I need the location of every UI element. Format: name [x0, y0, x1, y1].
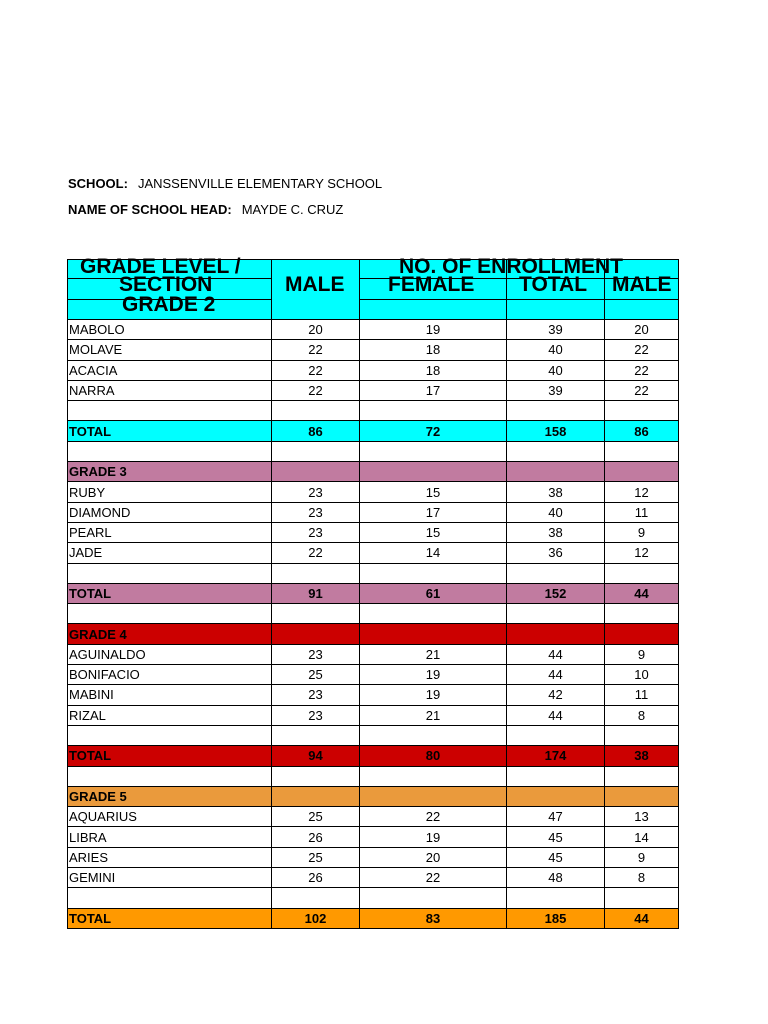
spacer-row-cell: [507, 604, 605, 624]
section-row-cell: 12: [605, 482, 679, 502]
section-row-cell: RUBY: [67, 482, 272, 502]
spacer-row: [67, 564, 679, 584]
section-row-cell: AGUINALDO: [67, 645, 272, 665]
section-row-cell: 21: [360, 706, 507, 726]
section-row-cell: MABINI: [67, 685, 272, 705]
spacer-row-cell: [605, 726, 679, 746]
section-row-cell: 25: [272, 665, 360, 685]
section-row-cell: 40: [507, 340, 605, 360]
spacer-row-cell: [67, 442, 272, 462]
total-row-cell: 174: [507, 746, 605, 766]
spacer-row: [67, 401, 679, 421]
spacer-row-cell: [67, 888, 272, 908]
section-row-cell: 26: [272, 868, 360, 888]
section-row-cell: DIAMOND: [67, 503, 272, 523]
spacer-row-cell: [272, 888, 360, 908]
spacer-row-cell: [67, 726, 272, 746]
school-line: [68, 176, 382, 191]
section-row-cell: 36: [507, 543, 605, 563]
grade-heading-row-cell: [272, 462, 360, 482]
section-row-cell: LIBRA: [67, 827, 272, 847]
spacer-row-cell: [272, 726, 360, 746]
section-row-cell: 19: [360, 320, 507, 340]
spacer-row-cell: [272, 442, 360, 462]
total-row-cell: 86: [605, 421, 679, 441]
section-row-cell: 17: [360, 503, 507, 523]
school-head-name: MAYDE C. CRUZ: [241, 202, 344, 217]
section-row: [67, 685, 679, 705]
section-row-cell: 11: [605, 685, 679, 705]
header-male-2: MALE: [612, 273, 672, 296]
total-row-cell: 185: [507, 909, 605, 929]
section-row-cell: 21: [360, 645, 507, 665]
total-row-cell: 72: [360, 421, 507, 441]
grade-heading-row-cell: [272, 787, 360, 807]
total-row: [67, 421, 679, 441]
section-row-cell: 14: [360, 543, 507, 563]
section-row: [67, 645, 679, 665]
total-row-cell: 80: [360, 746, 507, 766]
spacer-row-cell: [360, 888, 507, 908]
total-row-cell: 102: [272, 909, 360, 929]
spacer-row-cell: [272, 564, 360, 584]
section-row: [67, 523, 679, 543]
section-row-cell: AQUARIUS: [67, 807, 272, 827]
spacer-row-cell: [507, 564, 605, 584]
spacer-row-cell: [272, 604, 360, 624]
grade-heading-row-cell: [360, 624, 507, 644]
section-row-cell: 11: [605, 503, 679, 523]
spacer-row-cell: [67, 401, 272, 421]
total-row: [67, 909, 679, 929]
section-row-cell: 48: [507, 868, 605, 888]
spacer-row-cell: [605, 767, 679, 787]
spacer-row-cell: [67, 564, 272, 584]
spacer-row-cell: [507, 888, 605, 908]
school-name: JANSSENVILLE ELEMENTARY SCHOOL: [137, 176, 383, 191]
section-row-cell: 38: [507, 482, 605, 502]
section-row-cell: ARIES: [67, 848, 272, 868]
grade-heading-row-cell: GRADE 5: [67, 787, 272, 807]
spacer-row-cell: [360, 564, 507, 584]
section-row: [67, 340, 679, 360]
section-row: [67, 543, 679, 563]
section-row-cell: RIZAL: [67, 706, 272, 726]
grade-heading-row-cell: [507, 787, 605, 807]
section-row: [67, 665, 679, 685]
spacer-row-cell: [605, 401, 679, 421]
section-row-cell: 10: [605, 665, 679, 685]
spacer-row-cell: [272, 767, 360, 787]
total-row-cell: 44: [605, 584, 679, 604]
section-row: [67, 848, 679, 868]
section-row-cell: 23: [272, 645, 360, 665]
section-row-cell: 18: [360, 361, 507, 381]
section-row-cell: 18: [360, 340, 507, 360]
spacer-row: [67, 767, 679, 787]
total-row: [67, 746, 679, 766]
section-row-cell: 19: [360, 827, 507, 847]
grade-heading-row-cell: [360, 462, 507, 482]
spacer-row-cell: [507, 767, 605, 787]
section-row-cell: 9: [605, 848, 679, 868]
section-row-cell: PEARL: [67, 523, 272, 543]
spacer-row: [67, 888, 679, 908]
grade-heading-row: [67, 624, 679, 644]
spacer-row-cell: [360, 442, 507, 462]
total-row-cell: 158: [507, 421, 605, 441]
section-row-cell: 15: [360, 523, 507, 543]
section-row-cell: 25: [272, 848, 360, 868]
header-male: MALE: [285, 273, 345, 296]
total-row-cell: 86: [272, 421, 360, 441]
section-row-cell: 44: [507, 706, 605, 726]
spacer-row-cell: [360, 604, 507, 624]
section-row-cell: 22: [272, 340, 360, 360]
spacer-row-cell: [507, 401, 605, 421]
section-row-cell: 25: [272, 807, 360, 827]
section-row-cell: 23: [272, 685, 360, 705]
section-row-cell: 20: [360, 848, 507, 868]
section-row-cell: 40: [507, 361, 605, 381]
section-row-cell: 44: [507, 645, 605, 665]
table-header: [67, 255, 679, 320]
section-row-cell: 19: [360, 685, 507, 705]
section-row-cell: 22: [272, 361, 360, 381]
section-row-cell: 17: [360, 381, 507, 401]
section-row-cell: 23: [272, 523, 360, 543]
section-row-cell: MOLAVE: [67, 340, 272, 360]
total-row-cell: 94: [272, 746, 360, 766]
section-row-cell: JADE: [67, 543, 272, 563]
section-row: [67, 827, 679, 847]
school-label: SCHOOL:: [68, 176, 128, 191]
section-row-cell: 22: [605, 340, 679, 360]
section-row-cell: 22: [272, 381, 360, 401]
header-section: SECTION: [119, 273, 213, 296]
school-head-label: NAME OF SCHOOL HEAD:: [68, 202, 232, 217]
total-row: [67, 584, 679, 604]
section-row-cell: 9: [605, 645, 679, 665]
grade-heading-row-cell: [360, 787, 507, 807]
section-row-cell: 42: [507, 685, 605, 705]
section-row-cell: 23: [272, 706, 360, 726]
section-row: [67, 381, 679, 401]
grade-heading-row-cell: [272, 624, 360, 644]
section-row-cell: 20: [272, 320, 360, 340]
total-row-cell: 61: [360, 584, 507, 604]
total-row-cell: 152: [507, 584, 605, 604]
section-row-cell: 22: [605, 361, 679, 381]
total-row-cell: 38: [605, 746, 679, 766]
section-row-cell: 8: [605, 868, 679, 888]
section-row-cell: 13: [605, 807, 679, 827]
header-no-enrollment: NO. OF ENROLLMENT: [399, 255, 623, 278]
total-row-cell: 91: [272, 584, 360, 604]
section-row: [67, 706, 679, 726]
spacer-row: [67, 726, 679, 746]
school-head-line: [68, 202, 343, 217]
total-row-cell: TOTAL: [67, 746, 272, 766]
spacer-row-cell: [605, 442, 679, 462]
section-row-cell: 38: [507, 523, 605, 543]
section-row: [67, 807, 679, 827]
section-row: [67, 361, 679, 381]
section-row-cell: 23: [272, 482, 360, 502]
grade-heading-row-cell: [507, 462, 605, 482]
spacer-row-cell: [67, 767, 272, 787]
section-row: [67, 503, 679, 523]
grade-heading-row-cell: [605, 624, 679, 644]
section-row-cell: 22: [605, 381, 679, 401]
total-row-cell: 83: [360, 909, 507, 929]
section-row-cell: 45: [507, 827, 605, 847]
section-row-cell: 12: [605, 543, 679, 563]
header-first-grade: GRADE 2: [122, 293, 216, 316]
header-female: FEMALE: [388, 273, 475, 296]
enrollment-table: [67, 255, 679, 929]
section-row-cell: 19: [360, 665, 507, 685]
total-row-cell: TOTAL: [67, 584, 272, 604]
section-row: [67, 868, 679, 888]
section-row-cell: 26: [272, 827, 360, 847]
spacer-row-cell: [605, 564, 679, 584]
header-total: TOTAL: [519, 273, 588, 296]
section-row-cell: ACACIA: [67, 361, 272, 381]
section-row-cell: 40: [507, 503, 605, 523]
header-grade-level: GRADE LEVEL /: [80, 255, 241, 278]
section-row-cell: 8: [605, 706, 679, 726]
spacer-row-cell: [272, 401, 360, 421]
spacer-row-cell: [507, 442, 605, 462]
section-row-cell: 45: [507, 848, 605, 868]
section-row-cell: 44: [507, 665, 605, 685]
spacer-row-cell: [67, 604, 272, 624]
section-row-cell: 22: [360, 868, 507, 888]
section-row-cell: 39: [507, 320, 605, 340]
section-row: [67, 482, 679, 502]
grade-heading-row-cell: [605, 462, 679, 482]
section-row-cell: 22: [360, 807, 507, 827]
section-row-cell: 22: [272, 543, 360, 563]
grade-heading-row-cell: GRADE 3: [67, 462, 272, 482]
section-row: [67, 320, 679, 340]
spacer-row-cell: [605, 888, 679, 908]
section-row-cell: 20: [605, 320, 679, 340]
grade-heading-row: [67, 462, 679, 482]
section-row-cell: 9: [605, 523, 679, 543]
spacer-row-cell: [360, 401, 507, 421]
grade-heading-row: [67, 787, 679, 807]
spacer-row: [67, 604, 679, 624]
section-row-cell: MABOLO: [67, 320, 272, 340]
section-row-cell: 47: [507, 807, 605, 827]
section-row-cell: 23: [272, 503, 360, 523]
section-row-cell: GEMINI: [67, 868, 272, 888]
table-body: [67, 320, 679, 929]
section-row-cell: 39: [507, 381, 605, 401]
grade-heading-row-cell: GRADE 4: [67, 624, 272, 644]
spacer-row-cell: [507, 726, 605, 746]
total-row-cell: TOTAL: [67, 421, 272, 441]
grade-heading-row-cell: [605, 787, 679, 807]
section-row-cell: 14: [605, 827, 679, 847]
section-row-cell: 15: [360, 482, 507, 502]
section-row-cell: BONIFACIO: [67, 665, 272, 685]
grade-heading-row-cell: [507, 624, 605, 644]
total-row-cell: TOTAL: [67, 909, 272, 929]
spacer-row-cell: [605, 604, 679, 624]
spacer-row: [67, 442, 679, 462]
spacer-row-cell: [360, 767, 507, 787]
spacer-row-cell: [360, 726, 507, 746]
section-row-cell: NARRA: [67, 381, 272, 401]
total-row-cell: 44: [605, 909, 679, 929]
